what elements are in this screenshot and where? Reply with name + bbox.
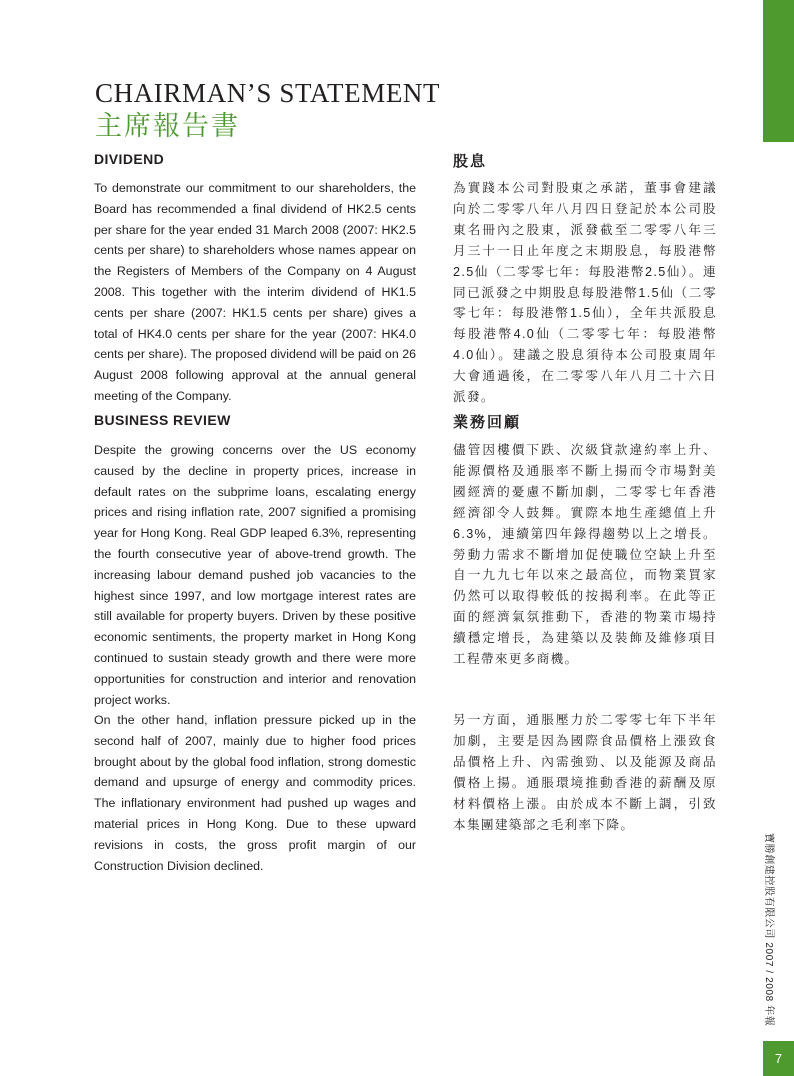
page-title-zh: 主席報告書 — [95, 111, 240, 142]
business-review-paragraph-2-en: On the other hand, inflation pressure picked up in the second half of 2007, mainly due to higher food prices brought about by the global food inflation, strong domestic demand and upsurge of energy and commodity prices. The inflationary environment had pushed up wages and material prices in Hong Kong. Due to these upward revisions in costs, the gross profit margin of our Construction Division declined. — [94, 713, 416, 873]
business-review-paragraph-2-zh: 另一方面，通脹壓力於二零零七年下半年加劇，主要是因為國際食品價格上漲致食品價格上升、內需強勁、以及能源及商品價格上揚。通脹環境推動香港的薪酬及原材料價格上漲。由於成本不斷上調，引致本集團建築部之毛利率下降。 — [453, 713, 717, 832]
side-footer-text: 寶勝創建控股有限公司 2007 / 2008 年報 — [763, 833, 774, 1027]
page-title-en: CHAIRMAN’S STATEMENT — [95, 78, 441, 108]
business-review-heading-en: BUSINESS REVIEW — [94, 412, 231, 428]
dividend-heading-en: DIVIDEND — [94, 151, 165, 167]
page-number: 7 — [774, 1051, 783, 1066]
business-review-heading-zh: 業務回顧 — [453, 414, 522, 431]
dividend-paragraph-en: To demonstrate our commitment to our shareholders, the Board has recommended a final dividend of HK2.5 cents per share for the year ended 31 March 2008 (2007: HK2.5 cents per share) to shareholders whose names appear on the Registers of Members of the Company on 4 August 2008. This together with the interim dividend of HK1.5 cents per share (2007: HK1.5 cents per share) gives a total of HK4.0 cents per share for the year (2007: HK4.0 cents per share). The proposed dividend will be paid on 26 August 2008 following approval at the annual general meeting of the Company. — [94, 181, 416, 403]
page-number-tab — [763, 1041, 794, 1076]
dividend-heading-zh: 股息 — [453, 153, 488, 170]
business-review-paragraph-1-en: Despite the growing concerns over the US economy caused by the decline in property prices, increase in default rates on the subprime loans, escalating energy prices and rising inflation rate, 2007 signified a promising year for Hong Kong. Real GDP leaped 6.3%, representing the fourth consecutive year of above-trend growth. The increasing labour demand pushed job vacancies to the highest since 1997, and low mortgage interest rates are still available for property buyers. Driven by these positive economic sentiments, the property market in Hong Kong continued to sustain steady growth and there were more opportunities for construction and interior and renovation project works. — [94, 443, 416, 707]
business-review-paragraph-1-zh: 儘管因樓價下跌、次級貸款違約率上升、能源價格及通脹率不斷上揚而令市場對美國經濟的憂慮不斷加劇，二零零七年香港經濟卻令人鼓舞。實際本地生產總值上升6.3%，連續第四年錄得趨勢以上之增長。勞動力需求不斷增加促使職位空缺上升至自一九九七年以來之最高位，而物業買家仍然可以取得較低的按揭利率。在此等正面的經濟氣氛推動下，香港的物業市場持續穩定增長，為建築以及裝飾及維修項目工程帶來更多商機。 — [453, 443, 717, 667]
top-green-tab — [763, 0, 794, 142]
dividend-paragraph-zh: 為實踐本公司對股東之承諾，董事會建議向於二零零八年八月四日登記於本公司股東名冊內之股東，派發截至二零零八年三月三十一日止年度之末期股息，每股港幣2.5仙（二零零七年：每股港幣2.5仙）。連同已派發之中期股息每股港幣1.5仙（二零零七年：每股港幣1.5仙），全年共派股息每股港幣4.0仙（二零零七年：每股港幣4.0仙）。建議之股息須待本公司股東周年大會通過後，在二零零八年八月二十六日派發。 — [453, 181, 717, 405]
